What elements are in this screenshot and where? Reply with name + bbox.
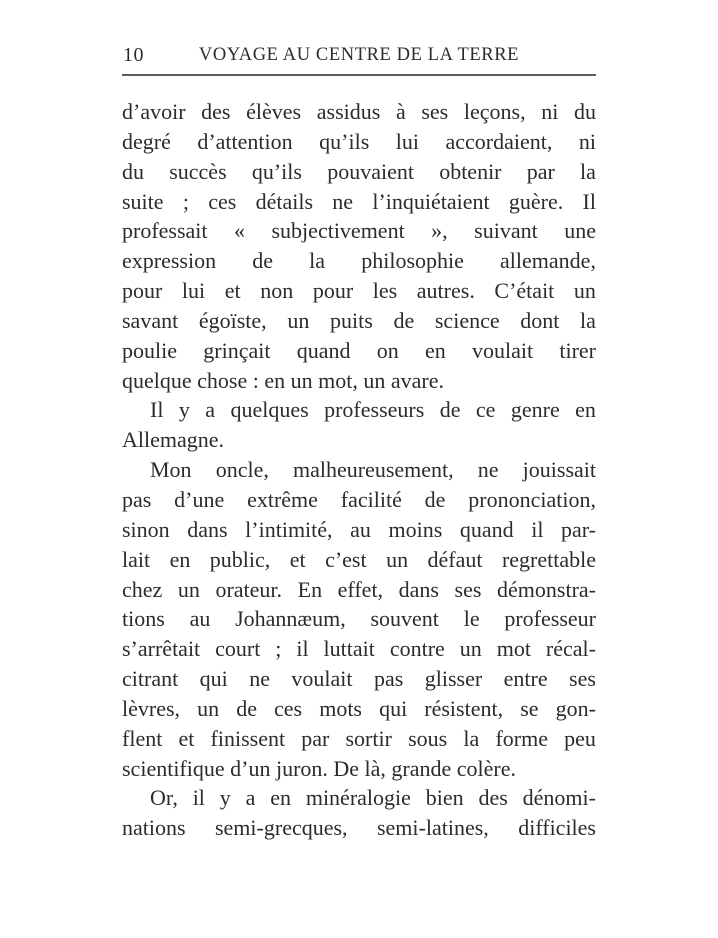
text-line: lèvres, un de ces mots qui résistent, se gon- — [122, 695, 596, 721]
text-line: professait « subjectivement », suivant une — [122, 218, 596, 244]
text-line: pas d’une extrême facilité de prononciation, — [122, 486, 596, 512]
text-line: degré d’attention qu’ils lui accordaient, ni — [122, 128, 596, 154]
text-line: lait en public, et c’est un défaut regrettable — [122, 546, 596, 572]
running-header-title: VOYAGE AU CENTRE DE LA TERRE — [198, 45, 520, 65]
text-line: Or, il y a en minéralogie bien des dénomi- — [150, 785, 596, 811]
text-line: quelque chose : en un mot, un avare. — [122, 367, 444, 393]
text-line: d’avoir des élèves assidus à ses leçons, ni du — [122, 99, 596, 124]
text-line: suite ; ces détails ne l’inquiétaient guère. Il — [122, 188, 596, 214]
page-number: 10 — [123, 44, 144, 66]
text-line: chez un orateur. En effet, dans ses démonstra- — [122, 576, 596, 602]
header-rule — [122, 74, 596, 76]
text-line: Allemagne. — [122, 427, 225, 453]
text-line: du succès qu’ils pouvaient obtenir par la — [122, 158, 596, 184]
text-line: sinon dans l’intimité, au moins quand il par- — [122, 516, 596, 542]
text-column — [122, 0, 596, 843]
page-text — [122, 97, 596, 843]
text-line: flent et finissent par sortir sous la forme peu — [122, 725, 596, 751]
text-line: poulie grinçait quand on en voulait tirer — [122, 337, 596, 363]
text-line: pour lui et non pour les autres. C’était un — [122, 278, 596, 304]
text-line: s’arrêtait court ; il luttait contre un mot récal- — [122, 636, 596, 662]
text-line: savant égoïste, un puits de science dont la — [122, 307, 596, 333]
running-header — [122, 0, 596, 66]
text-line: tions au Johannæum, souvent le professeur — [122, 606, 596, 632]
text-line: Mon oncle, malheureusement, ne jouissait — [150, 457, 596, 483]
text-line: scientifique d’un juron. De là, grande colère. — [122, 755, 517, 781]
text-line: Il y a quelques professeurs de ce genre en — [150, 397, 596, 423]
text-line: expression de la philosophie allemande, — [122, 248, 596, 274]
text-line: citrant qui ne voulait pas glisser entre ses — [122, 666, 596, 692]
text-line: nations semi-grecques, semi-latines, difficiles — [122, 815, 596, 841]
